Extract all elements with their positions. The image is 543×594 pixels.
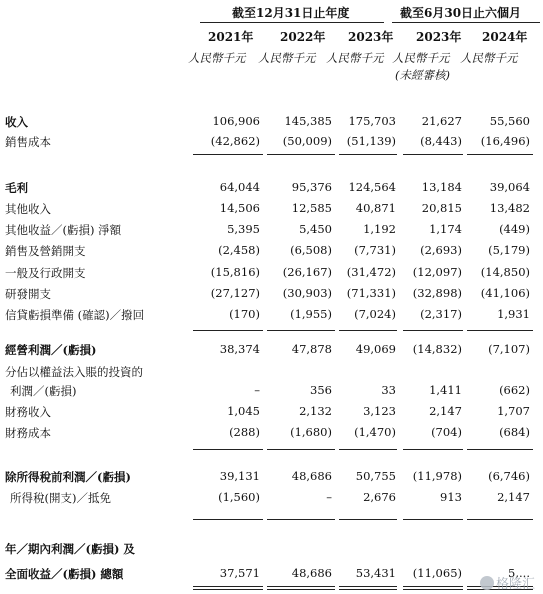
row-label: 其他收益／(虧損) 淨額 xyxy=(5,223,122,237)
row-value: (14,850) xyxy=(480,265,530,279)
row-value: (12,097) xyxy=(412,265,462,279)
row-value: (41,106) xyxy=(480,286,530,300)
row-label: 財務成本 xyxy=(5,426,51,440)
row-value: 1,931 xyxy=(497,307,530,321)
row-value: 39,131 xyxy=(219,469,260,483)
row-value: 95,376 xyxy=(291,180,332,194)
row-value: 13,184 xyxy=(421,180,462,194)
row-value: (288) xyxy=(229,425,260,439)
row-value: 145,385 xyxy=(284,114,332,128)
subtotal-rule-2 xyxy=(193,330,263,331)
row-value: (2,458) xyxy=(218,243,260,257)
subtotal-rule-4 xyxy=(193,519,263,520)
row-value: 1,045 xyxy=(227,404,260,418)
period-header-years: 截至12月31日止年度 xyxy=(232,6,350,20)
row-value: 2,676 xyxy=(363,490,396,504)
row-value: (7,024) xyxy=(354,307,396,321)
row-value: 3,123 xyxy=(363,404,396,418)
subtotal-rule-1 xyxy=(193,154,263,155)
row-label: 信貸虧損準備 (確認)／撥回 xyxy=(5,308,145,322)
subtotal-rule-1d xyxy=(403,154,463,155)
row-value: (32,898) xyxy=(412,286,462,300)
row-value: (31,472) xyxy=(346,265,396,279)
subtotal-rule-3d xyxy=(403,449,463,450)
row-value: 2,132 xyxy=(299,404,332,418)
row-value: (2,693) xyxy=(420,243,462,257)
row-value: 39,064 xyxy=(489,180,530,194)
unit-col-4: 人民幣千元 xyxy=(392,51,450,65)
row-label: 利潤／(虧損) xyxy=(10,384,77,398)
unit-col-5: 人民幣千元 xyxy=(460,51,518,65)
subtotal-rule-4e xyxy=(467,519,533,520)
row-value: 2,147 xyxy=(497,490,530,504)
row-label: 年／期內利潤／(虧損) 及 xyxy=(5,542,135,556)
row-value: (704) xyxy=(431,425,462,439)
year-col-4: 2023年 xyxy=(416,30,462,44)
row-value: 37,571 xyxy=(219,566,260,580)
row-value: (662) xyxy=(499,383,530,397)
row-value: (71,331) xyxy=(346,286,396,300)
row-label: 其他收入 xyxy=(5,202,51,216)
subtotal-rule-2c xyxy=(339,330,397,331)
row-value: 106,906 xyxy=(212,114,260,128)
row-value: (51,139) xyxy=(346,134,396,148)
row-value: 55,560 xyxy=(489,114,530,128)
row-label: 財務收入 xyxy=(5,405,51,419)
row-value: 1,192 xyxy=(363,222,396,236)
subtotal-rule-3e xyxy=(467,449,533,450)
row-value: 33 xyxy=(381,383,396,397)
row-value: 48,686 xyxy=(291,469,332,483)
row-value: 124,564 xyxy=(348,180,396,194)
row-value: (170) xyxy=(229,307,260,321)
total-double-rule-d xyxy=(403,586,463,590)
row-label: 全面收益／(虧損) 總額 xyxy=(5,567,124,581)
row-label: 銷售及營銷開支 xyxy=(5,244,86,258)
row-value: (6,746) xyxy=(488,469,530,483)
row-value: (6,508) xyxy=(290,243,332,257)
row-value: (8,443) xyxy=(420,134,462,148)
row-value: 1,174 xyxy=(429,222,462,236)
row-value: (27,127) xyxy=(210,286,260,300)
row-value: – xyxy=(326,490,332,504)
row-value: 2,147 xyxy=(429,404,462,418)
row-value: 1,707 xyxy=(497,404,530,418)
year-col-5: 2024年 xyxy=(482,30,528,44)
row-value: 50,755 xyxy=(355,469,396,483)
row-value: (30,903) xyxy=(282,286,332,300)
row-value: (5,179) xyxy=(488,243,530,257)
row-label: 毛利 xyxy=(5,181,28,195)
row-value: (50,009) xyxy=(282,134,332,148)
row-label: 所得稅(開支)／抵免 xyxy=(10,491,111,505)
row-value: (2,317) xyxy=(420,307,462,321)
row-value: 12,585 xyxy=(291,201,332,215)
row-label: 一般及行政開支 xyxy=(5,266,86,280)
year-col-1: 2021年 xyxy=(208,30,254,44)
subtotal-rule-1c xyxy=(339,154,397,155)
row-value: (1,560) xyxy=(218,490,260,504)
period-header-half-rule xyxy=(392,22,540,23)
row-value: 49,069 xyxy=(355,342,396,356)
row-value: (14,832) xyxy=(412,342,462,356)
row-label: 收入 xyxy=(5,115,28,129)
total-double-rule-b xyxy=(267,586,335,590)
watermark-text: 格隆汇 xyxy=(495,577,535,592)
row-value: 40,871 xyxy=(355,201,396,215)
total-double-rule xyxy=(193,586,263,590)
row-value: 48,686 xyxy=(291,566,332,580)
row-value: 913 xyxy=(440,490,462,504)
row-value: (1,470) xyxy=(354,425,396,439)
subtotal-rule-4c xyxy=(339,519,397,520)
row-value: 1,411 xyxy=(429,383,462,397)
total-double-rule-c xyxy=(339,586,397,590)
watermark-icon xyxy=(480,576,494,590)
subtotal-rule-1b xyxy=(267,154,335,155)
unit-col-2: 人民幣千元 xyxy=(258,51,316,65)
subtotal-rule-3c xyxy=(339,449,397,450)
row-value: 20,815 xyxy=(421,201,462,215)
subtotal-rule-3 xyxy=(193,449,263,450)
row-label: 經營利潤／(虧損) xyxy=(5,343,97,357)
period-header-years-rule xyxy=(200,22,384,23)
row-value: (26,167) xyxy=(282,265,332,279)
row-value: (16,496) xyxy=(480,134,530,148)
row-value: (7,731) xyxy=(354,243,396,257)
unit-col-1: 人民幣千元 xyxy=(188,51,246,65)
row-value: (449) xyxy=(499,222,530,236)
row-value: 5,395 xyxy=(227,222,260,236)
subtotal-rule-2e xyxy=(467,330,533,331)
watermark-logo xyxy=(480,573,535,592)
row-value: (11,065) xyxy=(412,566,462,580)
row-value: (1,955) xyxy=(290,307,332,321)
row-value: (15,816) xyxy=(210,265,260,279)
row-value: (11,978) xyxy=(412,469,462,483)
row-value: 38,374 xyxy=(219,342,260,356)
row-value: 64,044 xyxy=(219,180,260,194)
row-value: (7,107) xyxy=(488,342,530,356)
unaudited-note: (未經審核) xyxy=(395,68,450,82)
row-value: (1,680) xyxy=(290,425,332,439)
subtotal-rule-2d xyxy=(403,330,463,331)
year-col-2: 2022年 xyxy=(280,30,326,44)
row-value: 356 xyxy=(310,383,332,397)
row-value: (42,862) xyxy=(210,134,260,148)
row-label: 除所得稅前利潤／(虧損) xyxy=(5,470,131,484)
row-value: – xyxy=(254,383,260,397)
row-label: 研發開支 xyxy=(5,287,51,301)
row-value: 5,... xyxy=(508,566,530,580)
row-value: 47,878 xyxy=(291,342,332,356)
row-label: 銷售成本 xyxy=(5,135,51,149)
row-value: (684) xyxy=(499,425,530,439)
row-value: 21,627 xyxy=(421,114,462,128)
unit-col-3: 人民幣千元 xyxy=(326,51,384,65)
row-value: 5,450 xyxy=(299,222,332,236)
row-value: 14,506 xyxy=(219,201,260,215)
row-value: 13,482 xyxy=(489,201,530,215)
row-value: 53,431 xyxy=(355,566,396,580)
year-col-3: 2023年 xyxy=(348,30,394,44)
row-label: 分佔以權益法入賬的投資的 xyxy=(5,365,143,379)
subtotal-rule-1e xyxy=(467,154,533,155)
subtotal-rule-4d xyxy=(403,519,463,520)
subtotal-rule-2b xyxy=(267,330,335,331)
period-header-half: 截至6月30日止六個月 xyxy=(400,6,522,20)
row-value: 175,703 xyxy=(348,114,396,128)
subtotal-rule-3b xyxy=(267,449,335,450)
subtotal-rule-4b xyxy=(267,519,335,520)
